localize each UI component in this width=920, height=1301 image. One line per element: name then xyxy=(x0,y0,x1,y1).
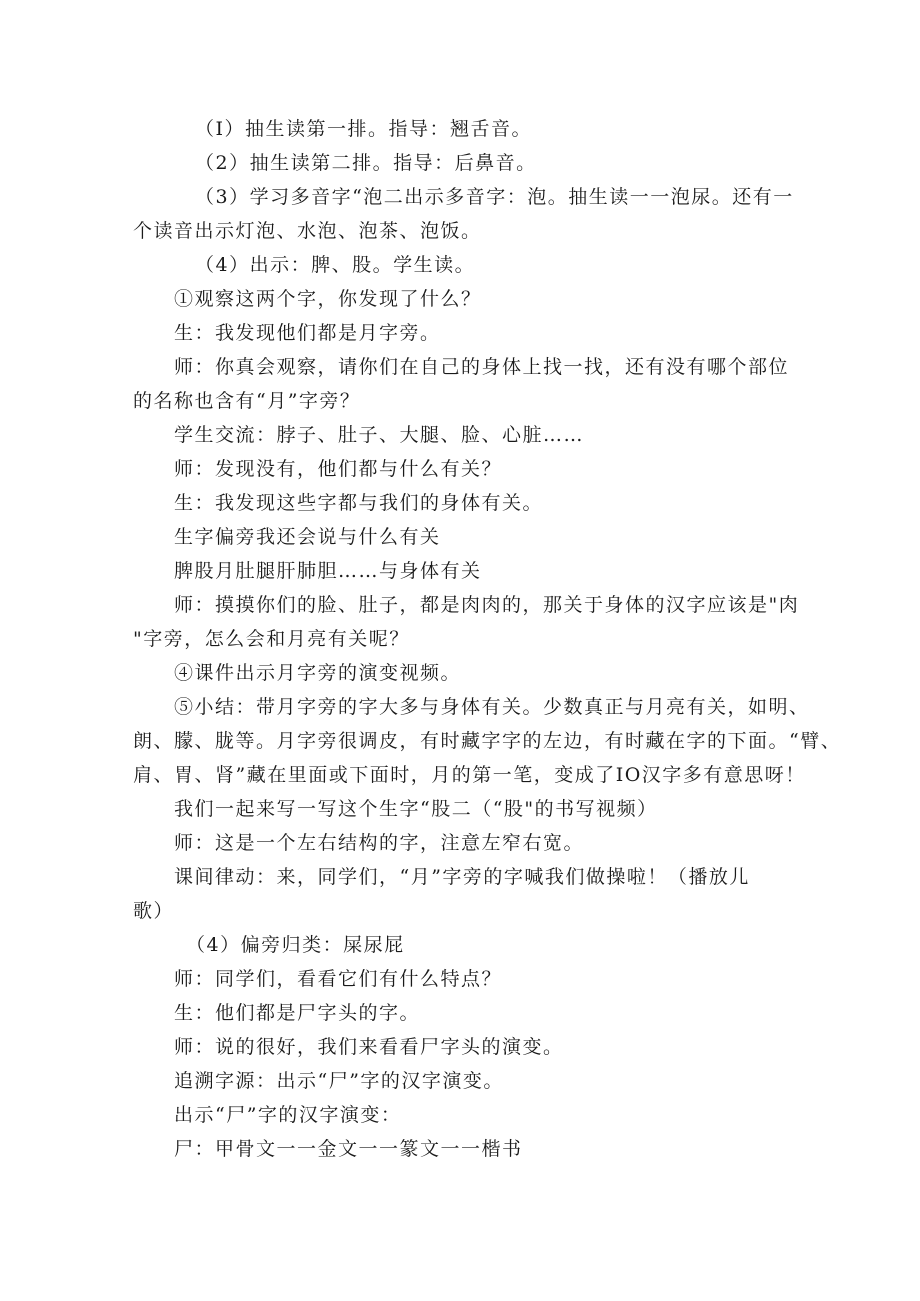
text-line: "字旁，怎么会和月亮有关呢？ xyxy=(133,628,410,650)
text-line: 肩、胃、肾”藏在里面或下面时，月的第一笔，变成了IO汉字多有意思呀！ xyxy=(133,764,806,786)
text-line: 的名称也含有“月”字旁？ xyxy=(133,390,361,412)
text-line: ⑤小结：带月字旁的字大多与身体有关。少数真正与月亮有关，如明、 xyxy=(174,696,810,718)
text-line: 朗、朦、胧等。月字旁很调皮，有时藏字字的左边，有时藏在字的下面。“臂、 xyxy=(133,730,842,752)
text-line: 歌） xyxy=(133,900,175,922)
text-line: 生：我发现他们都是月字旁。 xyxy=(174,322,441,344)
text-line: 师：发现没有，他们都与什么有关？ xyxy=(174,458,503,480)
text-line: ①观察这两个字，你发现了什么？ xyxy=(174,288,482,310)
text-line: 追溯字源：出示“尸”字的汉字演变。 xyxy=(174,1070,504,1092)
text-line: 生字偏旁我还会说与什么有关 xyxy=(174,526,441,548)
text-line: 学生交流：脖子、肚子、大腿、脸、心脏…… xyxy=(174,424,585,446)
text-line: 生：他们都是尸字头的字。 xyxy=(174,1002,421,1024)
text-line: 师：你真会观察，请你们在自己的身体上找一找，还有没有哪个部位 xyxy=(174,356,790,378)
text-line: 尸：甲骨文一一金文一一篆文一一楷书 xyxy=(174,1138,523,1160)
text-line: 师：摸摸你们的脸、肚子，都是肉肉的，那关于身体的汉字应该是"肉 xyxy=(174,594,800,616)
text-line: 师：同学们，看看它们有什么特点？ xyxy=(174,968,503,990)
text-line: 个读音出示灯泡、水泡、泡茶、泡饭。 xyxy=(133,220,482,242)
text-line: ④课件出示月字旁的演变视频。 xyxy=(174,662,462,684)
text-line: 脾股月肚腿肝肺胆……与身体有关 xyxy=(174,560,482,582)
text-line: （2）抽生读第二排。指导：后鼻音。 xyxy=(195,152,537,174)
text-line: （3）学习多音字“泡二出示多音字：泡。抽生读一一泡尿。还有一 xyxy=(195,186,794,208)
text-line: 师：说的很好，我们来看看尸字头的演变。 xyxy=(174,1036,564,1058)
text-line: 出示“尸”字的汉字演变： xyxy=(174,1104,402,1126)
text-line: 生：我发现这些字都与我们的身体有关。 xyxy=(174,492,544,514)
text-line: （4）出示：脾、股。学生读。 xyxy=(195,254,476,276)
text-line: 师：这是一个左右结构的字，注意左窄右宽。 xyxy=(174,832,585,854)
text-line: 我们一起来写一写这个生字“股二（“股"的书写视频） xyxy=(174,798,658,820)
text-line: 课间律动：来，同学们，“月”字旁的字喊我们做操啦！（播放儿 xyxy=(174,866,750,888)
text-line: （I）抽生读第一排。指导：翘舌音。 xyxy=(195,118,533,140)
text-line: （4）偏旁归类：屎尿屁 xyxy=(186,934,405,956)
